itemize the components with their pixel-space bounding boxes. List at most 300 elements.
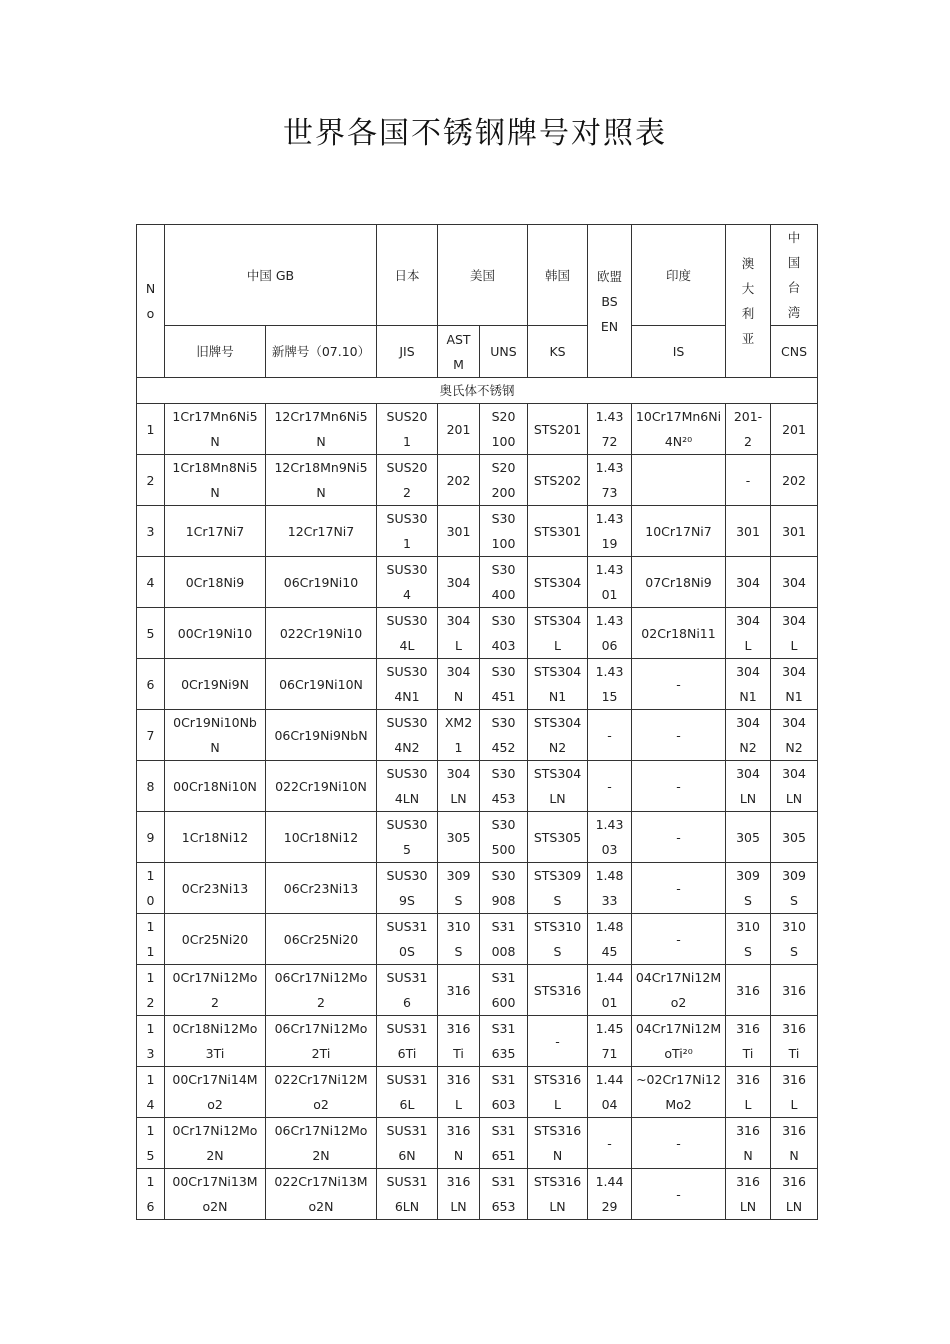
as-cell	[726, 761, 771, 812]
old-grade-cell	[165, 659, 266, 710]
no-cell	[137, 761, 165, 812]
no-cell	[137, 455, 165, 506]
jis-cell-text: SUS304	[386, 562, 428, 602]
cns-cell	[771, 455, 818, 506]
astm-cell	[438, 1016, 480, 1067]
jis-cell	[377, 659, 438, 710]
old-grade-cell-text: 1Cr17Mn6Ni5N	[172, 409, 258, 449]
is-cell-text: 07Cr18Ni9	[645, 574, 712, 590]
is-cell-text: -	[676, 727, 681, 743]
is-cell	[632, 404, 726, 455]
old-grade-cell-text: 1Cr18Ni12	[181, 829, 249, 845]
uns-cell	[480, 965, 528, 1016]
astm-cell-text: 316	[446, 982, 471, 998]
old-grade-cell-text: 1Cr17Ni7	[185, 523, 245, 539]
old-grade-cell-text: 00Cr18Ni10N	[173, 778, 257, 794]
no-cell	[137, 965, 165, 1016]
as-cell-text: 304N2	[736, 715, 760, 755]
jis-cell	[377, 812, 438, 863]
is-cell	[632, 608, 726, 659]
uns-cell	[480, 557, 528, 608]
as-cell	[726, 557, 771, 608]
as-cell-text: -	[745, 472, 751, 488]
header-jis: JIS	[377, 326, 438, 378]
old-grade-cell-text: 1Cr18Mn8Ni5N	[172, 460, 258, 500]
old-grade-cell	[165, 965, 266, 1016]
uns-cell-text: S31653	[491, 1174, 516, 1214]
new-grade-cell	[266, 1016, 377, 1067]
header-usa: 美国	[438, 225, 528, 326]
new-grade-cell	[266, 506, 377, 557]
table-row	[137, 1016, 818, 1067]
old-grade-cell	[165, 1016, 266, 1067]
as-cell	[726, 812, 771, 863]
new-grade-cell	[266, 659, 377, 710]
astm-cell	[438, 659, 480, 710]
as-cell-text: 316L	[736, 1072, 760, 1112]
astm-cell-text: 304	[446, 574, 471, 590]
en-cell	[588, 455, 632, 506]
uns-cell-text: S30100	[491, 511, 516, 551]
no-cell-text: 15	[146, 1123, 155, 1163]
new-grade-cell-text: 06Cr17Ni12Mo2Ti	[274, 1021, 368, 1061]
new-grade-cell	[266, 965, 377, 1016]
uns-cell	[480, 812, 528, 863]
ks-cell-text: STS316	[533, 982, 582, 998]
en-cell	[588, 1169, 632, 1220]
uns-cell-text: S20100	[491, 409, 516, 449]
jis-cell-text: SUS305	[386, 817, 428, 857]
cns-cell-text: 316	[782, 982, 806, 998]
header-new-grade: 新牌号（07.10）	[266, 326, 377, 378]
no-cell	[137, 710, 165, 761]
no-cell-text: 9	[146, 829, 155, 845]
section-row	[137, 378, 818, 404]
no-cell-text: 8	[146, 778, 155, 794]
cns-cell	[771, 557, 818, 608]
jis-cell-text: SUS310S	[386, 919, 428, 959]
new-grade-cell	[266, 455, 377, 506]
no-cell-text: 6	[146, 676, 155, 692]
ks-cell	[528, 863, 588, 914]
old-grade-cell-text: 00Cr17Ni14Mo2	[172, 1072, 258, 1112]
is-cell-text: 10Cr17Mn6Ni4N²⁰	[635, 409, 722, 449]
as-cell-text: 304N1	[736, 664, 760, 704]
new-grade-cell-text: 06Cr19Ni10N	[279, 676, 363, 692]
jis-cell-text: SUS202	[386, 460, 428, 500]
ks-cell	[528, 1067, 588, 1118]
en-cell	[588, 659, 632, 710]
ks-cell-text: STS304LN	[533, 766, 582, 806]
en-cell-text: -	[607, 1135, 612, 1151]
as-cell	[726, 1118, 771, 1169]
jis-cell-text: SUS304L	[386, 613, 428, 653]
no-cell	[137, 404, 165, 455]
en-cell-text: 1.4373	[595, 460, 624, 500]
old-grade-cell	[165, 455, 266, 506]
ks-cell	[528, 608, 588, 659]
en-cell-text: 1.4845	[595, 919, 624, 959]
is-cell-text: -	[676, 1186, 681, 1202]
uns-cell-text: S30908	[491, 868, 516, 908]
no-cell-text: 5	[146, 625, 155, 641]
astm-cell	[438, 557, 480, 608]
as-cell	[726, 1016, 771, 1067]
old-grade-cell	[165, 914, 266, 965]
en-cell-text: 1.4315	[595, 664, 624, 704]
table-row	[137, 914, 818, 965]
ks-cell-text: STS301	[533, 523, 582, 539]
astm-cell-text: 304N	[446, 664, 471, 704]
table-row	[137, 1169, 818, 1220]
no-cell	[137, 1118, 165, 1169]
ks-cell	[528, 761, 588, 812]
as-cell	[726, 965, 771, 1016]
is-cell	[632, 761, 726, 812]
old-grade-cell	[165, 608, 266, 659]
new-grade-cell-text: 022Cr19Ni10	[279, 625, 363, 641]
ks-cell	[528, 812, 588, 863]
astm-cell-text: 305	[446, 829, 471, 845]
cns-cell	[771, 1016, 818, 1067]
no-cell-text: 12	[146, 970, 155, 1010]
is-cell-text: 04Cr17Ni12MoTi²⁰	[635, 1021, 722, 1061]
astm-cell-text: 304L	[446, 613, 471, 653]
uns-cell-text: S30400	[491, 562, 516, 602]
as-cell-text: 316	[736, 982, 760, 998]
cns-cell	[771, 965, 818, 1016]
cns-cell	[771, 710, 818, 761]
is-cell	[632, 863, 726, 914]
table-row	[137, 1118, 818, 1169]
new-grade-cell	[266, 1169, 377, 1220]
cns-cell-text: 310S	[782, 919, 806, 959]
as-cell	[726, 404, 771, 455]
cns-cell-text: 316Ti	[782, 1021, 806, 1061]
astm-cell	[438, 863, 480, 914]
header-is: IS	[632, 326, 726, 378]
en-cell	[588, 404, 632, 455]
jis-cell	[377, 455, 438, 506]
as-cell	[726, 659, 771, 710]
old-grade-cell-text: 0Cr19Ni10NbN	[173, 715, 257, 755]
no-cell	[137, 863, 165, 914]
ks-cell-text: STS316N	[533, 1123, 582, 1163]
as-cell-text: 201-2	[733, 409, 763, 449]
old-grade-cell-text: 0Cr18Ni12Mo3Ti	[172, 1021, 258, 1061]
ks-cell	[528, 659, 588, 710]
as-cell-text: 305	[736, 829, 760, 845]
is-cell	[632, 1169, 726, 1220]
uns-cell-text: S31600	[491, 970, 516, 1010]
new-grade-cell	[266, 761, 377, 812]
jis-cell-text: SUS316LN	[386, 1174, 428, 1214]
en-cell	[588, 608, 632, 659]
new-grade-cell-text: 06Cr19Ni10	[283, 574, 359, 590]
header-ks: KS	[528, 326, 588, 378]
header-astm: ASTM	[438, 326, 480, 378]
uns-cell-text: S31635	[491, 1021, 516, 1061]
old-grade-cell	[165, 404, 266, 455]
header-eu: 欧盟 BS EN	[588, 225, 632, 378]
astm-cell-text: 316L	[446, 1072, 471, 1112]
astm-cell	[438, 812, 480, 863]
no-cell	[137, 1016, 165, 1067]
ks-cell	[528, 1118, 588, 1169]
is-cell	[632, 1016, 726, 1067]
jis-cell-text: SUS309S	[386, 868, 428, 908]
ks-cell-text: STS305	[533, 829, 582, 845]
ks-cell	[528, 710, 588, 761]
jis-cell-text: SUS316Ti	[386, 1021, 428, 1061]
jis-cell-text: SUS304LN	[386, 766, 428, 806]
ks-cell	[528, 506, 588, 557]
ks-cell	[528, 1169, 588, 1220]
uns-cell	[480, 506, 528, 557]
is-cell-text: -	[676, 829, 681, 845]
is-cell-text: -	[676, 880, 681, 896]
astm-cell-text: 201	[446, 421, 471, 437]
header-china-gb: 中国 GB	[165, 225, 377, 326]
en-cell	[588, 710, 632, 761]
new-grade-cell-text: 06Cr23Ni13	[283, 880, 359, 896]
astm-cell	[438, 608, 480, 659]
jis-cell	[377, 914, 438, 965]
header-row-sub	[137, 326, 818, 378]
table-row	[137, 506, 818, 557]
en-cell	[588, 863, 632, 914]
jis-cell-text: SUS316	[386, 970, 428, 1010]
astm-cell-text: 316LN	[446, 1174, 471, 1214]
en-cell-text: 1.4401	[595, 970, 624, 1010]
astm-cell	[438, 761, 480, 812]
astm-cell-text: 202	[446, 472, 471, 488]
uns-cell	[480, 710, 528, 761]
old-grade-cell	[165, 506, 266, 557]
no-cell-text: 3	[146, 523, 155, 539]
old-grade-cell-text: 0Cr18Ni9	[185, 574, 245, 590]
en-cell-text: 1.4833	[595, 868, 624, 908]
jis-cell	[377, 506, 438, 557]
as-cell-text: 316N	[736, 1123, 760, 1163]
en-cell	[588, 557, 632, 608]
table-row	[137, 608, 818, 659]
no-cell-text: 13	[146, 1021, 155, 1061]
table-row	[137, 557, 818, 608]
no-cell	[137, 1169, 165, 1220]
table-row	[137, 659, 818, 710]
en-cell	[588, 1016, 632, 1067]
astm-cell	[438, 455, 480, 506]
document-title: 世界各国不锈钢牌号对照表	[283, 116, 667, 151]
new-grade-cell-text: 06Cr19Ni9NbN	[274, 727, 368, 743]
cns-cell-text: 305	[782, 829, 806, 845]
cns-cell-text: 202	[782, 472, 806, 488]
uns-cell-text: S30403	[491, 613, 516, 653]
is-cell-text: 10Cr17Ni7	[645, 523, 712, 539]
old-grade-cell	[165, 1169, 266, 1220]
astm-cell	[438, 1067, 480, 1118]
is-cell-text: -	[676, 931, 681, 947]
as-cell-text: 316LN	[736, 1174, 760, 1214]
en-cell	[588, 965, 632, 1016]
old-grade-cell-text: 0Cr23Ni13	[181, 880, 249, 896]
cns-cell-text: 304LN	[782, 766, 806, 806]
no-cell	[137, 506, 165, 557]
is-cell-text: 04Cr17Ni12Mo2	[635, 970, 722, 1010]
cns-cell-text: 316N	[782, 1123, 806, 1163]
as-cell-text: 301	[736, 523, 760, 539]
new-grade-cell-text: 12Cr18Mn9Ni5N	[274, 460, 368, 500]
ks-cell	[528, 1016, 588, 1067]
new-grade-cell	[266, 557, 377, 608]
no-cell	[137, 557, 165, 608]
no-cell	[137, 812, 165, 863]
is-cell-text: ~02Cr17Ni12Mo2	[636, 1072, 721, 1112]
header-cns: CNS	[771, 326, 818, 378]
grade-comparison-table	[136, 224, 818, 1220]
cns-cell-text: 304N2	[782, 715, 806, 755]
en-cell	[588, 914, 632, 965]
jis-cell	[377, 608, 438, 659]
new-grade-cell-text: 10Cr18Ni12	[283, 829, 359, 845]
is-cell-text: -	[676, 778, 681, 794]
is-cell	[632, 506, 726, 557]
new-grade-cell	[266, 1067, 377, 1118]
cns-cell-text: 316L	[782, 1072, 806, 1112]
table-row	[137, 812, 818, 863]
as-cell-text: 310S	[736, 919, 760, 959]
header-old-grade: 旧牌号	[165, 326, 266, 378]
new-grade-cell	[266, 863, 377, 914]
no-cell-text: 4	[146, 574, 155, 590]
no-cell	[137, 659, 165, 710]
ks-cell-text: STS304	[533, 574, 582, 590]
astm-cell-text: XM21	[444, 715, 473, 755]
new-grade-cell-text: 06Cr17Ni12Mo2N	[274, 1123, 368, 1163]
cns-cell	[771, 1118, 818, 1169]
header-india: 印度	[632, 225, 726, 326]
old-grade-cell-text: 00Cr19Ni10	[177, 625, 253, 641]
is-cell	[632, 914, 726, 965]
uns-cell-text: S30453	[491, 766, 516, 806]
no-cell-text: 14	[146, 1072, 155, 1112]
cns-cell-text: 309S	[782, 868, 806, 908]
jis-cell-text: SUS316L	[386, 1072, 428, 1112]
astm-cell	[438, 1118, 480, 1169]
as-cell	[726, 608, 771, 659]
ks-cell	[528, 404, 588, 455]
ks-cell-text: STS304N1	[533, 664, 582, 704]
en-cell-text: 1.4372	[595, 409, 624, 449]
jis-cell-text: SUS301	[386, 511, 428, 551]
uns-cell-text: S31651	[491, 1123, 516, 1163]
cns-cell-text: 201	[782, 421, 806, 437]
ks-cell	[528, 914, 588, 965]
no-cell-text: 11	[146, 919, 155, 959]
jis-cell-text: SUS316N	[386, 1123, 428, 1163]
en-cell-text: 1.4306	[595, 613, 624, 653]
uns-cell	[480, 1067, 528, 1118]
new-grade-cell-text: 022Cr17Ni12Mo2	[274, 1072, 368, 1112]
no-cell-text: 7	[146, 727, 155, 743]
astm-cell	[438, 710, 480, 761]
cns-cell	[771, 659, 818, 710]
old-grade-cell	[165, 812, 266, 863]
as-cell	[726, 863, 771, 914]
uns-cell-text: S30500	[491, 817, 516, 857]
uns-cell-text: S30451	[491, 664, 516, 704]
is-cell	[632, 1067, 726, 1118]
en-cell	[588, 1067, 632, 1118]
no-cell-text: 16	[146, 1174, 155, 1214]
is-cell	[632, 1118, 726, 1169]
table-row	[137, 863, 818, 914]
en-cell	[588, 812, 632, 863]
new-grade-cell-text: 022Cr19Ni10N	[275, 778, 367, 794]
uns-cell-text: S31008	[491, 919, 516, 959]
is-cell	[632, 965, 726, 1016]
astm-cell-text: 309S	[446, 868, 471, 908]
astm-cell	[438, 1169, 480, 1220]
no-cell	[137, 1067, 165, 1118]
ks-cell-text: STS304N2	[533, 715, 582, 755]
ks-cell-text: -	[555, 1033, 560, 1049]
uns-cell	[480, 1118, 528, 1169]
astm-cell	[438, 506, 480, 557]
jis-cell-text: SUS304N2	[386, 715, 428, 755]
ks-cell-text: STS304L	[533, 613, 582, 653]
header-uns: UNS	[480, 326, 528, 378]
jis-cell	[377, 557, 438, 608]
cns-cell-text: 304N1	[782, 664, 806, 704]
new-grade-cell-text: 06Cr17Ni12Mo2	[274, 970, 368, 1010]
is-cell-text: -	[676, 1135, 681, 1151]
old-grade-cell	[165, 557, 266, 608]
uns-cell	[480, 608, 528, 659]
cns-cell	[771, 608, 818, 659]
no-cell-text: 2	[146, 472, 155, 488]
cns-cell	[771, 863, 818, 914]
en-cell-text: 1.4571	[595, 1021, 624, 1061]
as-cell	[726, 914, 771, 965]
cns-cell	[771, 761, 818, 812]
en-cell-text: 1.4303	[595, 817, 624, 857]
uns-cell	[480, 1169, 528, 1220]
old-grade-cell-text: 0Cr25Ni20	[181, 931, 249, 947]
ks-cell-text: STS316L	[533, 1072, 582, 1112]
is-cell-text: -	[676, 676, 681, 692]
ks-cell	[528, 455, 588, 506]
jis-cell	[377, 1016, 438, 1067]
header-japan: 日本	[377, 225, 438, 326]
uns-cell	[480, 761, 528, 812]
header-australia: 澳大利亚	[726, 225, 771, 378]
as-cell-text: 304LN	[736, 766, 760, 806]
cns-cell	[771, 812, 818, 863]
cns-cell-text: 316LN	[782, 1174, 806, 1214]
as-cell-text: 309S	[736, 868, 760, 908]
new-grade-cell	[266, 710, 377, 761]
ks-cell-text: STS309S	[533, 868, 582, 908]
header-row-main	[137, 225, 818, 326]
astm-cell-text: 316Ti	[446, 1021, 471, 1061]
is-cell	[632, 812, 726, 863]
cns-cell	[771, 1067, 818, 1118]
ks-cell	[528, 965, 588, 1016]
en-cell	[588, 506, 632, 557]
jis-cell	[377, 965, 438, 1016]
